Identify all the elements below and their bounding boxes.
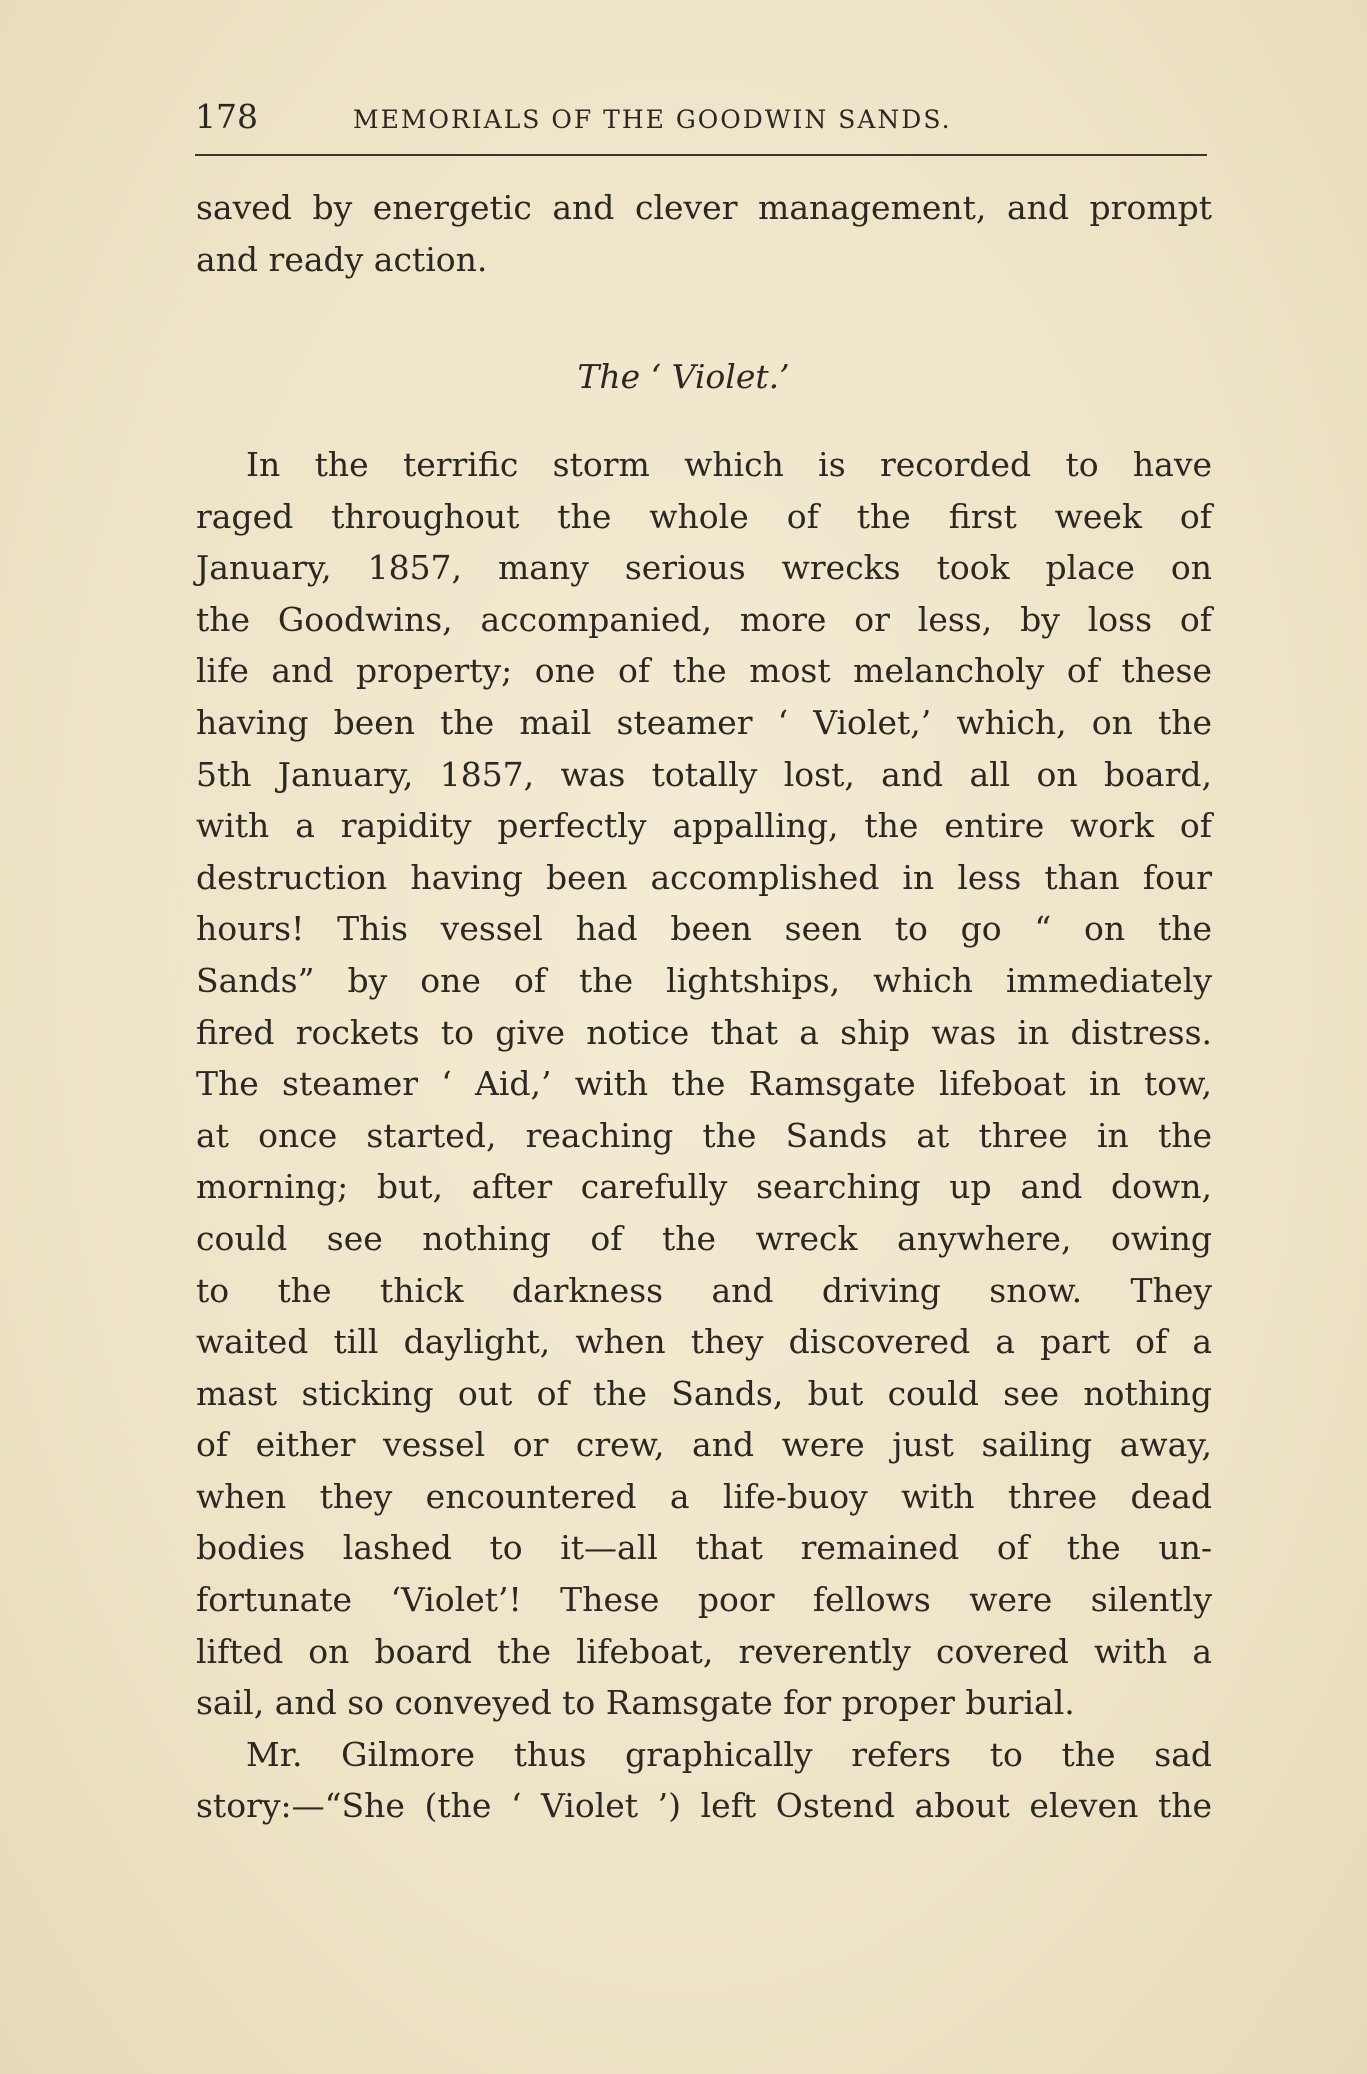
text-line: In the terrific storm which is recorded to have <box>246 445 1212 484</box>
main-text <box>196 439 1212 1832</box>
text-line: bodies lashed to it—all that remained of the un- <box>196 1528 1212 1568</box>
text-line: hours! This vessel had been seen to go “ on the <box>196 909 1212 949</box>
running-title: MEMORIALS OF THE GOODWIN SANDS. <box>353 105 952 134</box>
text-line: fired rockets to give notice that a ship was in distress. <box>196 1012 1212 1052</box>
text-line: life and property; one of the most melancholy of these <box>196 651 1212 691</box>
text-line: January, 1857, many serious wrecks took place on <box>196 548 1212 588</box>
text-line: morning; but, after carefully searching up and down, <box>196 1167 1212 1207</box>
page-number: 178 <box>195 97 258 136</box>
text-line: Mr. Gilmore thus graphically refers to the sad <box>246 1734 1212 1774</box>
text-line: mast sticking out of the Sands, but could see nothing <box>196 1373 1212 1413</box>
text-line: the Goodwins, accompanied, more or less, by loss of <box>196 599 1212 639</box>
text-line: waited till daylight, when they discovered a part of a <box>196 1322 1212 1362</box>
header-rule <box>195 154 1207 156</box>
text-line: destruction having been accomplished in less than four <box>196 857 1212 897</box>
text-line: with a rapidity perfectly appalling, the entire work of <box>196 806 1212 846</box>
text-line: and ready action. <box>196 239 488 279</box>
text-line: fortunate ‘Violet’! These poor fellows were silently <box>196 1580 1212 1620</box>
text-line: at once started, reaching the Sands at three in the <box>196 1115 1212 1155</box>
page-header <box>195 92 1210 142</box>
text-line: of either vessel or crew, and were just sailing away, <box>196 1425 1212 1465</box>
text-line: story:—“She (the ‘ Violet ’) left Ostend about eleven the <box>196 1786 1212 1826</box>
text-line: saved by energetic and clever management, and prompt <box>196 188 1212 227</box>
text-line: raged throughout the whole of the first week of <box>196 496 1212 536</box>
text-line: Sands” by one of the lightships, which immediately <box>196 960 1212 1000</box>
text-line: lifted on board the lifeboat, reverently covered with a <box>196 1631 1212 1671</box>
text-line: The steamer ‘ Aid,’ with the Ramsgate lifeboat in tow, <box>196 1064 1212 1104</box>
continuation-paragraph <box>196 182 1212 285</box>
text-line: having been the mail steamer ‘ Violet,’ which, on the <box>196 702 1212 742</box>
text-line: could see nothing of the wreck anywhere, owing <box>196 1218 1212 1258</box>
text-line: 5th January, 1857, was totally lost, and all on board, <box>196 754 1212 794</box>
section-title: The ‘ Violet.’ <box>577 357 790 396</box>
text-line: sail, and so conveyed to Ramsgate for proper burial. <box>196 1683 1075 1723</box>
text-line: to the thick darkness and driving snow. They <box>196 1270 1212 1310</box>
text-line: when they encountered a life-buoy with three dead <box>196 1476 1212 1516</box>
